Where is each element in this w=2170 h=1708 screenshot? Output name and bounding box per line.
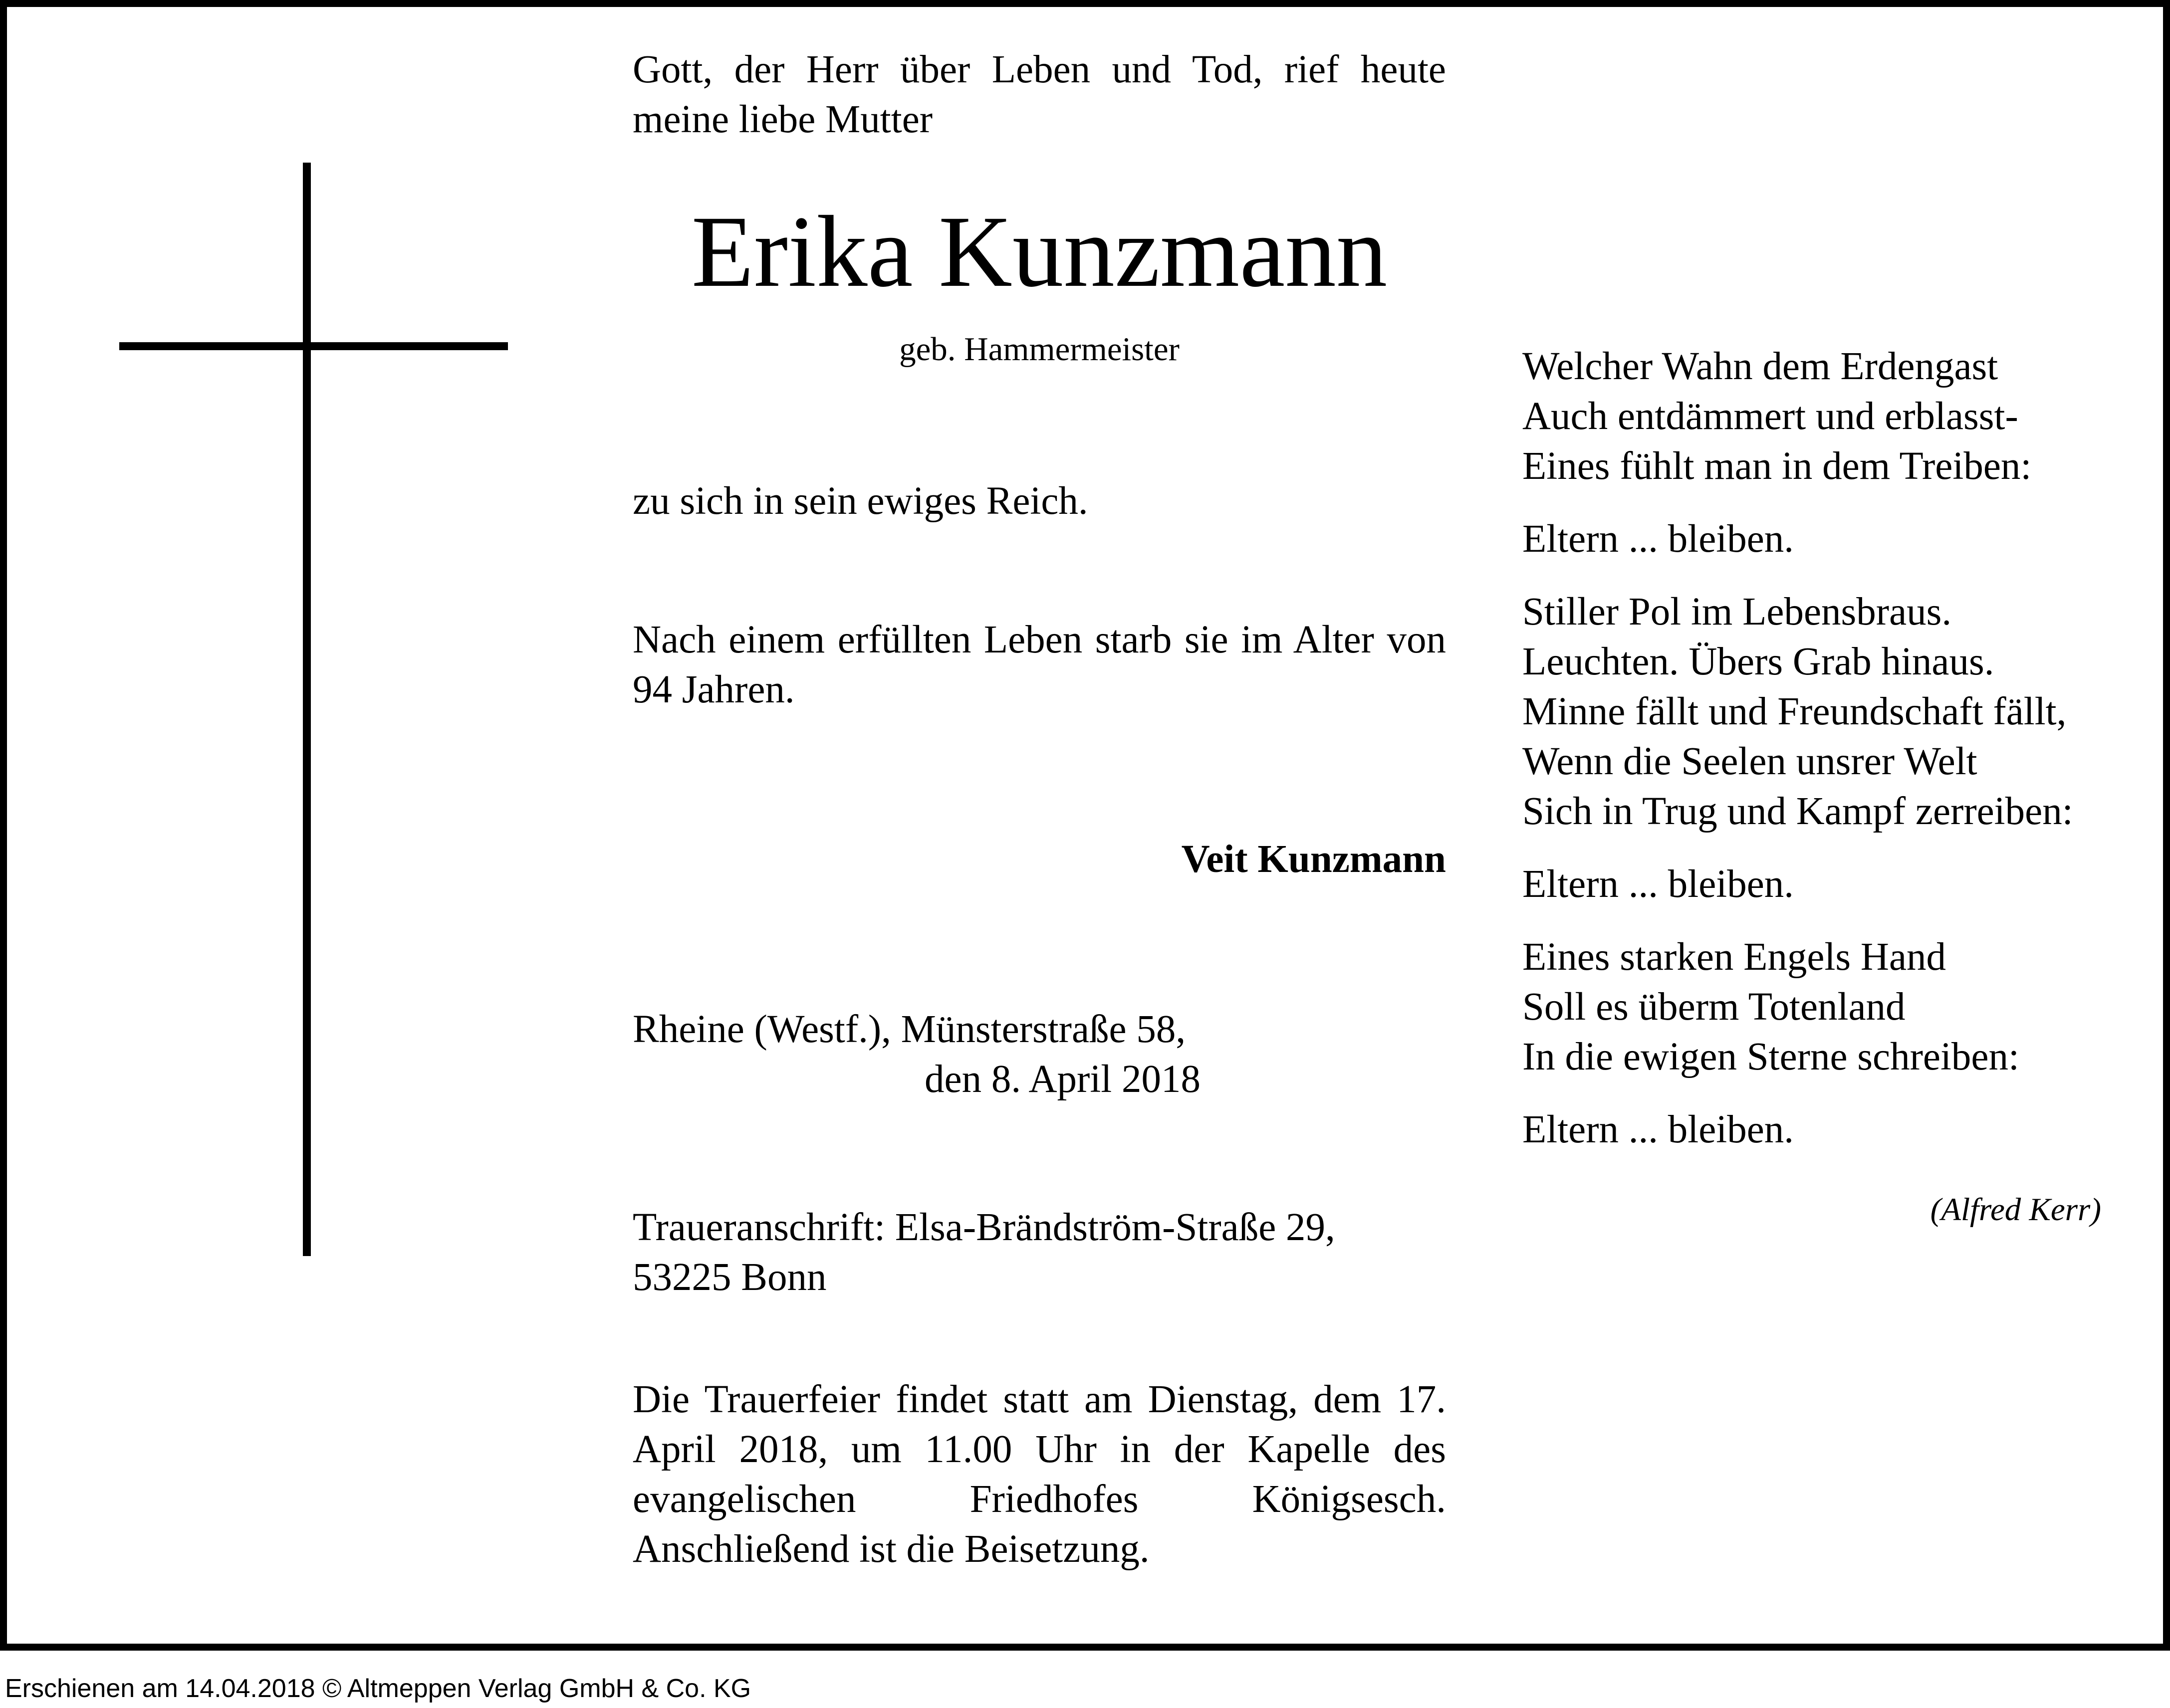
funeral-info: Die Trauerfeier findet statt am Dienstag, dem 17. April 2018, um 11.00 Uhr in der Kapelle des evangelischen Friedhofes Königsesch. Anschließend ist die Beisetzung. [633,1378,1446,1571]
place-line: Rheine (Westf.), Münsterstraße 58, [633,1008,1186,1051]
signer-block [633,835,1446,884]
age-text: Nach einem erfüllten Leben starb sie im Alter von 94 Jahren. [633,618,1446,711]
poem-line: Eltern ... bleiben. [1522,517,1794,561]
poem-line: Welcher Wahn dem Erdengast [1522,345,1998,388]
poem-line: Eines starken Engels Hand [1522,935,1946,979]
maiden-name: geb. Hammermeister [899,331,1180,368]
poem-line: Sich in Trug und Kampf zerreiben: [1522,790,2073,833]
poem [1522,342,2136,1178]
poem-line: Soll es überm Totenland [1522,985,1906,1029]
cross-icon-bar [119,342,508,350]
mourning-address-block [633,1203,1446,1302]
poem-line: Eltern ... bleiben. [1522,1108,1794,1151]
deceased-name: Erika Kunzmann [691,195,1388,308]
poem-line: Auch entdämmert und erblasst- [1522,395,2018,438]
reich-text: zu sich in sein ewiges Reich. [633,479,1088,523]
poem-stanza [1522,342,2136,491]
poem-stanza [1522,932,2136,1082]
poem-line: Minne fällt und Freundschaft fällt, [1522,690,2067,733]
poem-refrain [1522,1105,2136,1155]
place-date-block [633,1005,1446,1101]
mourning-address-city: 53225 Bonn [633,1256,827,1299]
intro-text: Gott, der Herr über Leben und Tod, rief heute meine liebe Mutter [633,48,1446,141]
poem-line: In die ewigen Sterne schreiben: [1522,1035,2019,1078]
signer-name: Veit Kunzmann [1181,838,1446,881]
funeral-info-block [633,1375,1446,1574]
publication-footer: Erschienen am 14.04.2018 © Altmeppen Verlag GmbH & Co. KG [5,1674,751,1703]
poem-author: (Alfred Kerr) [1930,1192,2101,1228]
intro-text-block [633,45,1446,145]
date-line: den 8. April 2018 [925,1058,1201,1101]
poem-line: Leuchten. Übers Grab hinaus. [1522,640,1994,683]
poem-line: Wenn die Seelen unsrer Welt [1522,740,1977,783]
poem-line: Eltern ... bleiben. [1522,862,1794,906]
age-text-block [633,615,1446,715]
poem-refrain [1522,514,2136,564]
poem-refrain [1522,859,2136,909]
cross-icon [303,163,311,1256]
poem-stanza [1522,587,2136,837]
mourning-address-line: Traueranschrift: Elsa-Brändström-Straße 29, [633,1206,1335,1249]
reich-text-block [633,476,1446,526]
poem-line: Stiller Pol im Lebensbraus. [1522,590,1952,634]
poem-line: Eines fühlt man in dem Treiben: [1522,444,2032,488]
